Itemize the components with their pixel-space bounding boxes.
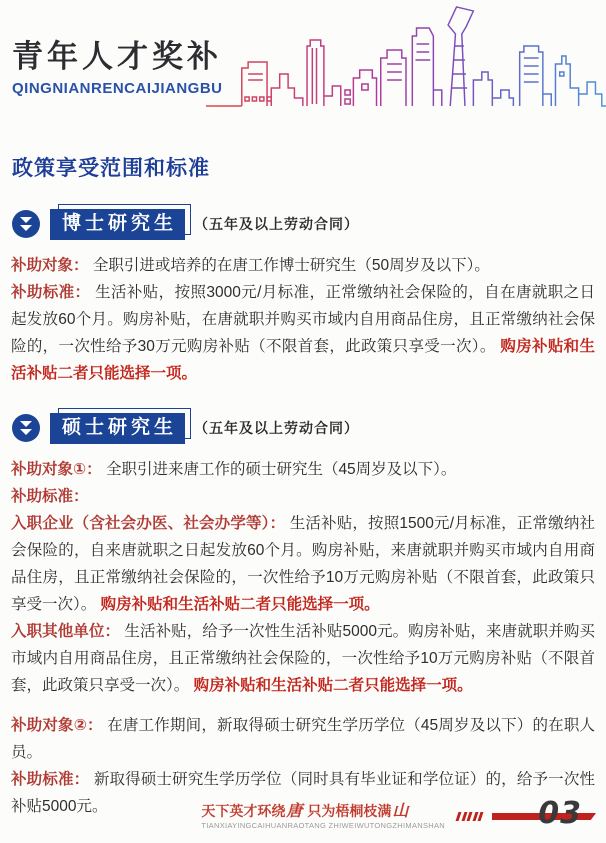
- run-body: 生活补贴，给予一次性生活补贴5000元。购房补贴，来唐就职并购买市域内自用商品住房，且正常缴纳社会保险的，一次性给予10万元购房补贴（不限首套，此政策只享受一次）。: [11, 622, 595, 694]
- content: [0, 209, 606, 820]
- section-contract-note: （五年及以上劳动合同）: [194, 216, 360, 233]
- slogan-run: 天下英才环绕: [201, 802, 286, 819]
- run-label: 补助标准：: [11, 283, 91, 301]
- run-body: 全职引进或培养的在唐工作博士研究生（50周岁及以下）。: [92, 256, 490, 274]
- run-body: 生活补贴，按照1500元/月标准，正常缴纳社会保险的，自来唐就职之日起发放60个月。购房补贴，来唐就职并购买市域内自用商品住房，且正常缴纳社会保险的，一次性给予10万元购房补贴（不限首套，此政策只享受一次）。: [11, 514, 595, 613]
- run-emphasis: 购房补贴和生活补贴二者只能选择一项。: [193, 676, 473, 694]
- footer-slogan-block: [201, 802, 445, 831]
- run-emphasis: 购房补贴和生活补贴二者只能选择一项。: [11, 337, 595, 382]
- page-number-group: [492, 796, 596, 833]
- run-label: 补助标准：: [11, 770, 90, 788]
- page-subtitle: QINGNIANRENCAIJIANGBU: [12, 80, 223, 98]
- double-chevron-down-icon: [11, 209, 41, 239]
- slogan-run-stylized: 山: [392, 800, 409, 820]
- paragraph: [11, 712, 595, 766]
- doc-heading: 政策享受范围和标准: [12, 157, 210, 180]
- stripe: [467, 812, 473, 821]
- run-label: 补助对象①：: [11, 460, 102, 478]
- section-badge: 博士研究生: [50, 209, 185, 240]
- run-label: 补助对象：: [11, 256, 89, 274]
- paragraph: [11, 252, 595, 279]
- section-contract-note: （五年及以上劳动合同）: [194, 420, 360, 437]
- section-masters: [11, 413, 595, 820]
- paragraph: [11, 279, 595, 387]
- section-badge: 硕士研究生: [50, 413, 185, 444]
- page-header: [0, 0, 606, 138]
- footer-slogan-pinyin: TIANXIAYINGCAIHUANRAOTANG ZHIWEIWUTONGZHIMANSHAN: [201, 821, 445, 831]
- run-label: 补助对象②：: [11, 716, 103, 734]
- page-title: 青年人才奖补: [12, 39, 222, 74]
- double-chevron-down-icon: [11, 413, 41, 443]
- page-number: 03: [538, 796, 582, 831]
- paragraph: [11, 510, 595, 618]
- section-doctoral: [11, 209, 595, 387]
- run-body: 全职引进来唐工作的硕士研究生（45周岁及以下）。: [105, 460, 457, 478]
- footer-slogan: [201, 802, 445, 820]
- section-header: [11, 413, 595, 444]
- paragraph: [11, 456, 595, 483]
- paragraph: [11, 618, 595, 699]
- stripe: [456, 812, 462, 821]
- paragraph: [11, 483, 595, 510]
- slogan-run-stylized: 唐: [286, 800, 303, 820]
- page-footer: [0, 796, 596, 833]
- run-label: 入职企业（含社会办医、社会办学等）：: [11, 514, 286, 532]
- run-body: 新取得硕士研究生学历学位（同时具有毕业证和学位证）的，给予一次性补贴5000元。: [11, 770, 595, 815]
- run-label: 补助标准：: [11, 487, 89, 505]
- footer-stripes-decoration: [457, 812, 482, 821]
- title-block: [12, 40, 223, 97]
- slogan-run: 只为梧桐枝满: [303, 802, 392, 819]
- run-emphasis: 购房补贴和生活补贴二者只能选择一项。: [100, 595, 380, 613]
- run-body: 生活补贴，按照3000元/月标准，正常缴纳社会保险的，自在唐就职之日起发放60个月。购房补贴，在唐就职并购买市域内自用商品住房，且正常缴纳社会保险的，一次性给予30万元购房补贴（不限首套，此政策只享受一次）。: [11, 283, 595, 355]
- section-header: [11, 209, 595, 240]
- run-label: 入职其他单位：: [11, 622, 121, 640]
- stripe: [478, 812, 484, 821]
- run-body: 在唐工作期间，新取得硕士研究生学历学位（45周岁及以下）的在职人员。: [11, 716, 596, 761]
- city-skyline-graphic: [206, 0, 606, 118]
